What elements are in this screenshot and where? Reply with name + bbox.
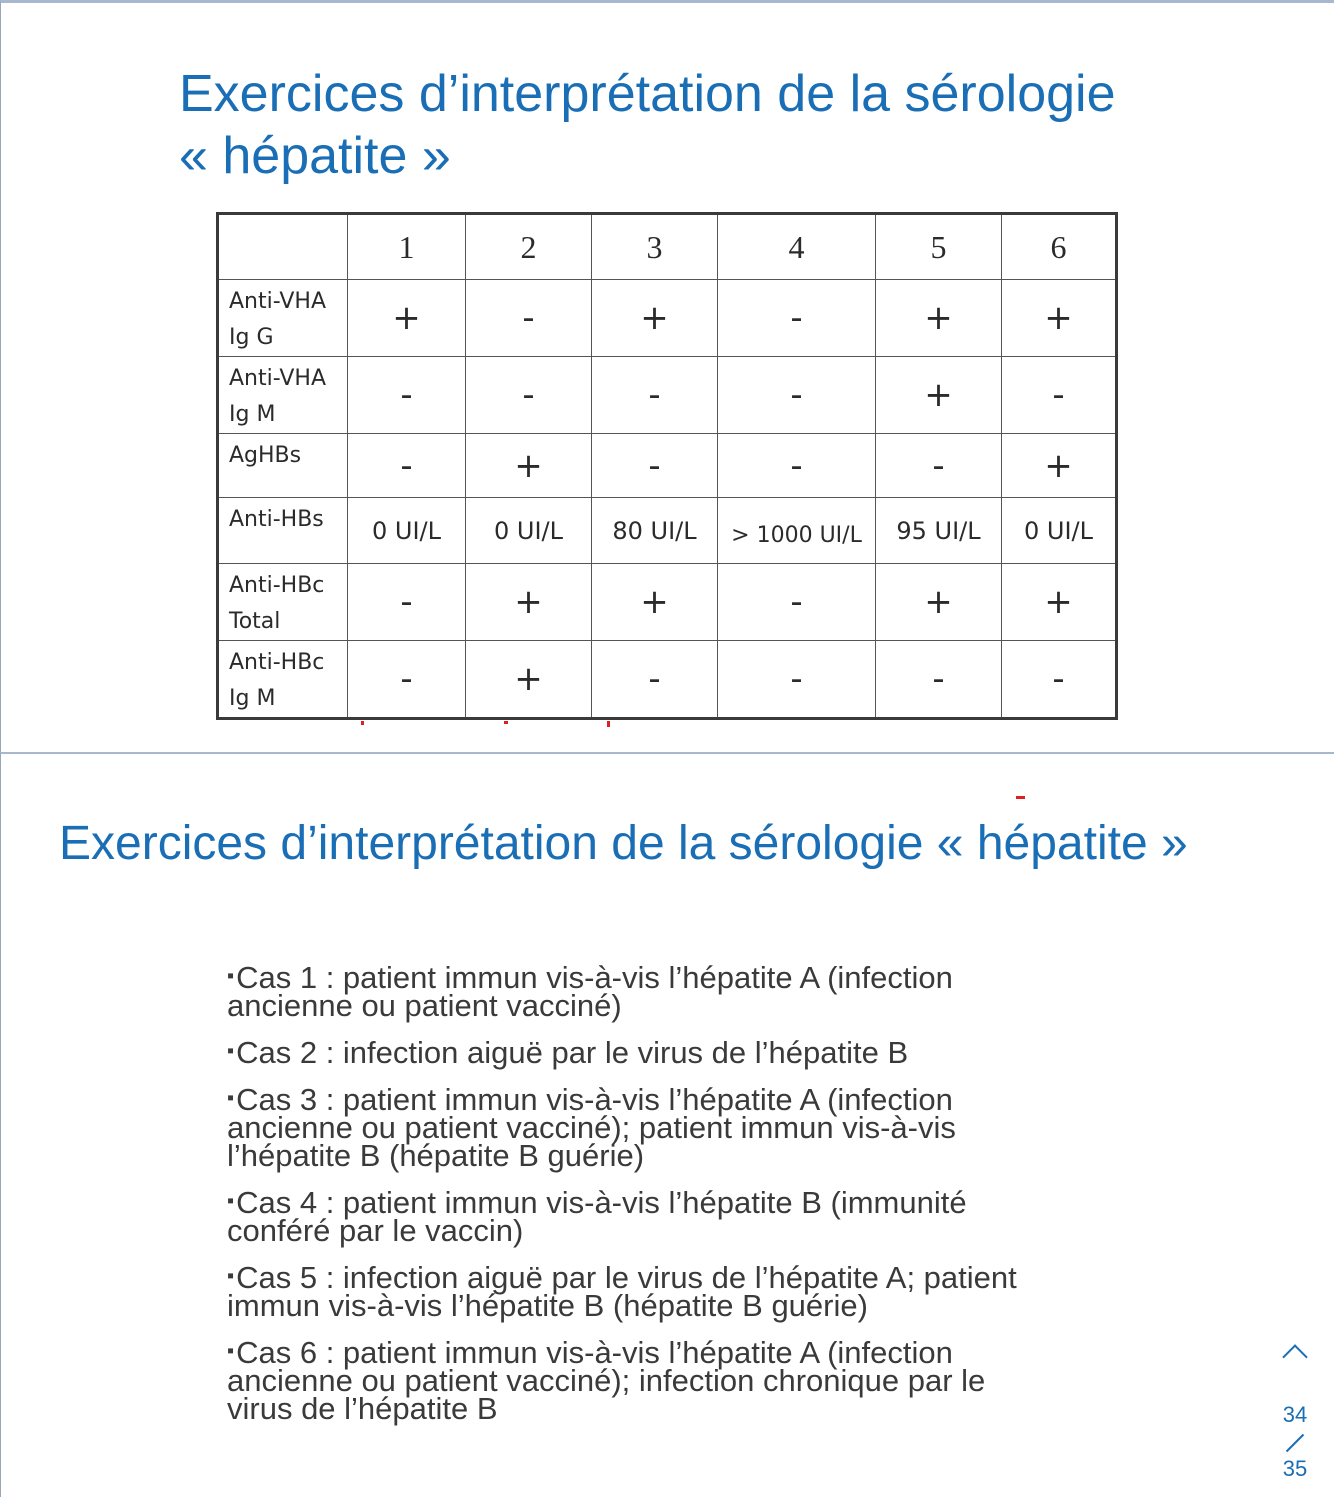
table-cell: -	[592, 434, 718, 498]
table-row	[218, 498, 1117, 564]
slide-2-title: Exercices d’interprétation de la sérologie « hépatite »	[59, 817, 1188, 870]
col-header: 5	[876, 214, 1002, 280]
case-text-line: Cas 5 : infection aiguë par le virus de l’hépatite A; patient	[236, 1260, 1017, 1295]
red-mark	[1016, 796, 1025, 799]
table-cell: -	[348, 564, 466, 641]
table-cell: +	[1002, 564, 1117, 641]
red-mark	[361, 721, 364, 725]
case-text-line: Cas 2 : infection aiguë par le virus de l’hépatite B	[236, 1035, 909, 1070]
page-navigator	[1270, 1340, 1320, 1482]
table-cell: 0 UI/L	[1002, 498, 1117, 564]
row-label: Anti-HBc Ig M	[218, 641, 348, 719]
case-text-line: Cas 3 : patient immun vis-à-vis l’hépatite A (infection	[236, 1082, 953, 1117]
page-separator	[1286, 1434, 1304, 1452]
bullet-icon: ▪	[227, 1340, 235, 1362]
table-cell: -	[348, 357, 466, 434]
table-cell: +	[592, 280, 718, 357]
table-cell: -	[348, 434, 466, 498]
col-header: 6	[1002, 214, 1117, 280]
table-cell: +	[876, 280, 1002, 357]
table-cell: 80 UI/L	[592, 498, 718, 564]
list-item	[227, 1185, 1107, 1248]
case-text-line: immun vis-à-vis l’hépatite B (hépatite B guérie)	[227, 1288, 868, 1323]
table-row	[218, 564, 1117, 641]
list-item	[227, 1335, 1107, 1426]
case-text-line: ancienne ou patient vacciné); patient immun vis-à-vis	[227, 1110, 956, 1145]
col-header: 3	[592, 214, 718, 280]
table-cell: +	[466, 564, 592, 641]
table-cell: -	[592, 641, 718, 719]
case-text-line: conféré par le vaccin)	[227, 1213, 524, 1248]
bullet-icon: ▪	[227, 965, 235, 987]
list-item	[227, 1082, 1107, 1173]
table-cell: -	[718, 434, 876, 498]
cases-list	[227, 962, 1107, 1440]
table-cell: +	[876, 564, 1002, 641]
table-cell: -	[592, 357, 718, 434]
table-cell: +	[466, 641, 592, 719]
corner-cell	[218, 214, 348, 280]
table-cell: 0 UI/L	[348, 498, 466, 564]
title-line-2: « hépatite »	[179, 127, 451, 185]
case-text-line: ancienne ou patient vacciné); infection chronique par le	[227, 1363, 986, 1398]
row-label: AgHBs	[218, 434, 348, 498]
table-cell: -	[348, 641, 466, 719]
table-cell: 0 UI/L	[466, 498, 592, 564]
table-row	[218, 357, 1117, 434]
table-cell: -	[718, 357, 876, 434]
table-cell: -	[876, 434, 1002, 498]
case-text-line: virus de l’hépatite B	[227, 1391, 498, 1426]
case-text-line: l’hépatite B (hépatite B guérie)	[227, 1138, 645, 1173]
bullet-icon: ▪	[227, 1190, 235, 1212]
row-label: Anti-HBs	[218, 498, 348, 564]
col-header: 1	[348, 214, 466, 280]
bullet-icon: ▪	[227, 1087, 235, 1109]
table-cell: -	[876, 641, 1002, 719]
row-label: Anti-VHA Ig G	[218, 280, 348, 357]
case-text-line: Cas 4 : patient immun vis-à-vis l’hépatite B (immunité	[236, 1185, 967, 1220]
chevron-up-icon[interactable]	[1282, 1344, 1307, 1369]
table-header-row	[218, 214, 1117, 280]
case-text-line: Cas 6 : patient immun vis-à-vis l’hépatite A (infection	[236, 1335, 953, 1370]
table-cell: -	[718, 564, 876, 641]
slide-title	[179, 63, 1259, 187]
table-cell: -	[1002, 357, 1117, 434]
list-item	[227, 1035, 1107, 1070]
table-cell: > 1000 UI/L	[718, 498, 876, 564]
table-cell: -	[466, 357, 592, 434]
current-page: 34	[1282, 1402, 1308, 1427]
title-line-1: Exercices d’interprétation de la sérologie	[179, 65, 1116, 123]
bullet-icon: ▪	[227, 1040, 235, 1062]
red-mark	[504, 721, 508, 724]
table-cell: -	[466, 280, 592, 357]
row-label: Anti-VHA Ig M	[218, 357, 348, 434]
case-text-line: ancienne ou patient vacciné)	[227, 988, 622, 1023]
table-row	[218, 434, 1117, 498]
table-cell: +	[592, 564, 718, 641]
list-item	[227, 1260, 1107, 1323]
row-label: Anti-HBc Total	[218, 564, 348, 641]
bullet-icon: ▪	[227, 1265, 235, 1287]
list-item	[227, 960, 1107, 1023]
red-mark	[607, 721, 610, 727]
table-cell: +	[1002, 280, 1117, 357]
col-header: 4	[718, 214, 876, 280]
total-pages: 35	[1282, 1456, 1308, 1481]
col-header: 2	[466, 214, 592, 280]
table-cell: +	[876, 357, 1002, 434]
table-cell: +	[1002, 434, 1117, 498]
table-cell: +	[466, 434, 592, 498]
table-row	[218, 280, 1117, 357]
table-cell: -	[718, 641, 876, 719]
case-text-line: Cas 1 : patient immun vis-à-vis l’hépatite A (infection	[236, 960, 953, 995]
table-cell: +	[348, 280, 466, 357]
table-cell: -	[1002, 641, 1117, 719]
table-row	[218, 641, 1117, 719]
table-cell: -	[718, 280, 876, 357]
table-cell: 95 UI/L	[876, 498, 1002, 564]
serology-table	[216, 212, 1118, 720]
